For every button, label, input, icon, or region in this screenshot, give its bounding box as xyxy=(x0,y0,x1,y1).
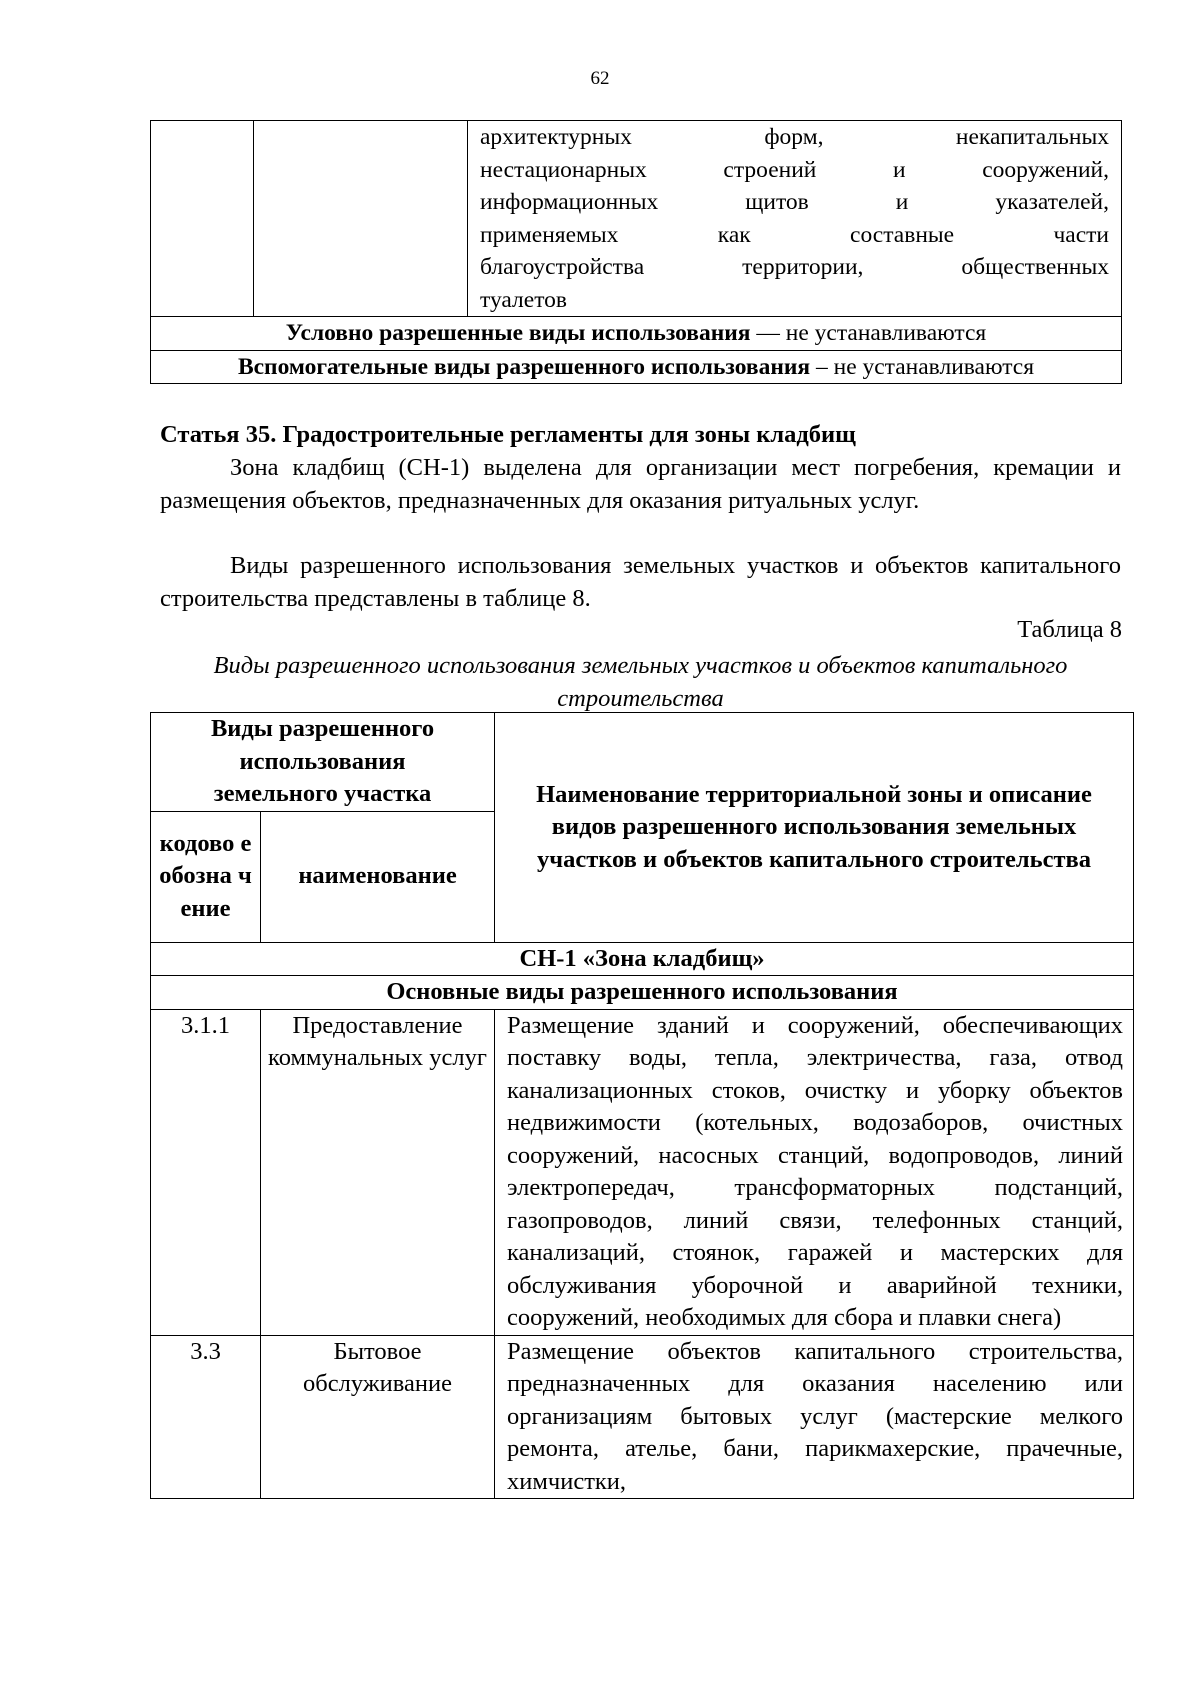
table-row xyxy=(151,976,1134,1010)
use-description: Размещение объектов капитального строительства, предназначенных для оказания населению или организациям бытовых услуг (мастерские мелкого ремонта, ателье, бани, парикмахерские, прачечные, химчистки, xyxy=(495,1335,1134,1499)
text-line: применяемых как составные части xyxy=(480,221,1109,248)
article-paragraph-1: Зона кладбищ (СН-1) выделена для организации мест погребения, кремации и размещения объектов, предназначенных для оказания ритуальных услуг. xyxy=(160,454,1121,514)
conditional-uses-row xyxy=(151,317,1122,351)
table-row xyxy=(151,350,1122,384)
table-row xyxy=(151,1009,1134,1335)
text-line: нестационарных строений и сооружений, xyxy=(480,156,1109,183)
table-label: Таблица 8 xyxy=(1017,616,1122,643)
text-line: архитектурных форм, некапитальных xyxy=(480,124,1109,150)
zone-title: СН-1 «Зона кладбищ» xyxy=(151,942,1134,976)
table-row xyxy=(151,317,1122,351)
table-row xyxy=(151,1335,1134,1499)
table-cell xyxy=(254,121,468,317)
use-name: Бытовое обслуживание xyxy=(261,1335,495,1499)
section-title: Основные виды разрешенного использования xyxy=(151,976,1134,1010)
page-number: 62 xyxy=(590,68,610,89)
continued-table xyxy=(150,120,1122,384)
table-caption: Виды разрешенного использования земельных участков и объектов капитального строительства xyxy=(213,652,1068,712)
table-row xyxy=(151,121,1122,317)
auxiliary-uses-row xyxy=(151,350,1122,384)
text-line: благоустройства территории, общественных xyxy=(480,254,1109,280)
permitted-uses-table xyxy=(150,712,1134,1499)
auxiliary-uses-title: Вспомогательные виды разрешенного использования xyxy=(237,353,811,380)
use-name: Предоставление коммунальных услуг xyxy=(261,1009,495,1335)
use-description: Размещение зданий и сооружений, обеспечивающих поставку воды, тепла, электричества, газа, отвод канализационных стоков, очистку и уборку объектов недвижимости (котельных, водозаборов, очистных сооружений, насосных станций, водопроводов, линий электропередач, трансформаторных подстанций, газопроводов, линий связи, телефонных станций, канализаций, стоянок, гаражей и мастерских для обслуживания уборочной и аварийной техники, сооружений, необходимых для сбора и плавки снега) xyxy=(495,1009,1134,1335)
article-heading: Статья 35. Градостроительные регламенты для зоны кладбищ xyxy=(160,421,856,448)
use-code: 3.1.1 xyxy=(151,1009,261,1335)
continued-description xyxy=(468,121,1122,317)
table-header-row xyxy=(151,713,1134,812)
article-paragraph-2: Виды разрешенного использования земельных участков и объектов капитального строительства представлены в таблице 8. xyxy=(160,552,1121,612)
header-code-cell: кодово е обозна чение xyxy=(151,811,261,942)
conditional-uses-status: — не устанавливаются xyxy=(750,320,987,346)
header-description-cell: Наименование территориальной зоны и описание видов разрешенного использования земельных участков и объектов капитального строительства xyxy=(495,713,1134,943)
auxiliary-uses-status: – не устанавливаются xyxy=(810,353,1035,380)
header-name-cell: наименование xyxy=(261,811,495,942)
conditional-uses-title: Условно разрешенные виды использования xyxy=(285,320,751,346)
text-line: туалетов xyxy=(480,286,568,313)
table-cell xyxy=(151,121,254,317)
table-row xyxy=(151,942,1134,976)
text-line: информационных щитов и указателей, xyxy=(480,189,1109,215)
use-code: 3.3 xyxy=(151,1335,261,1499)
header-group-cell: Виды разрешенного использования земельного участка xyxy=(151,713,495,812)
